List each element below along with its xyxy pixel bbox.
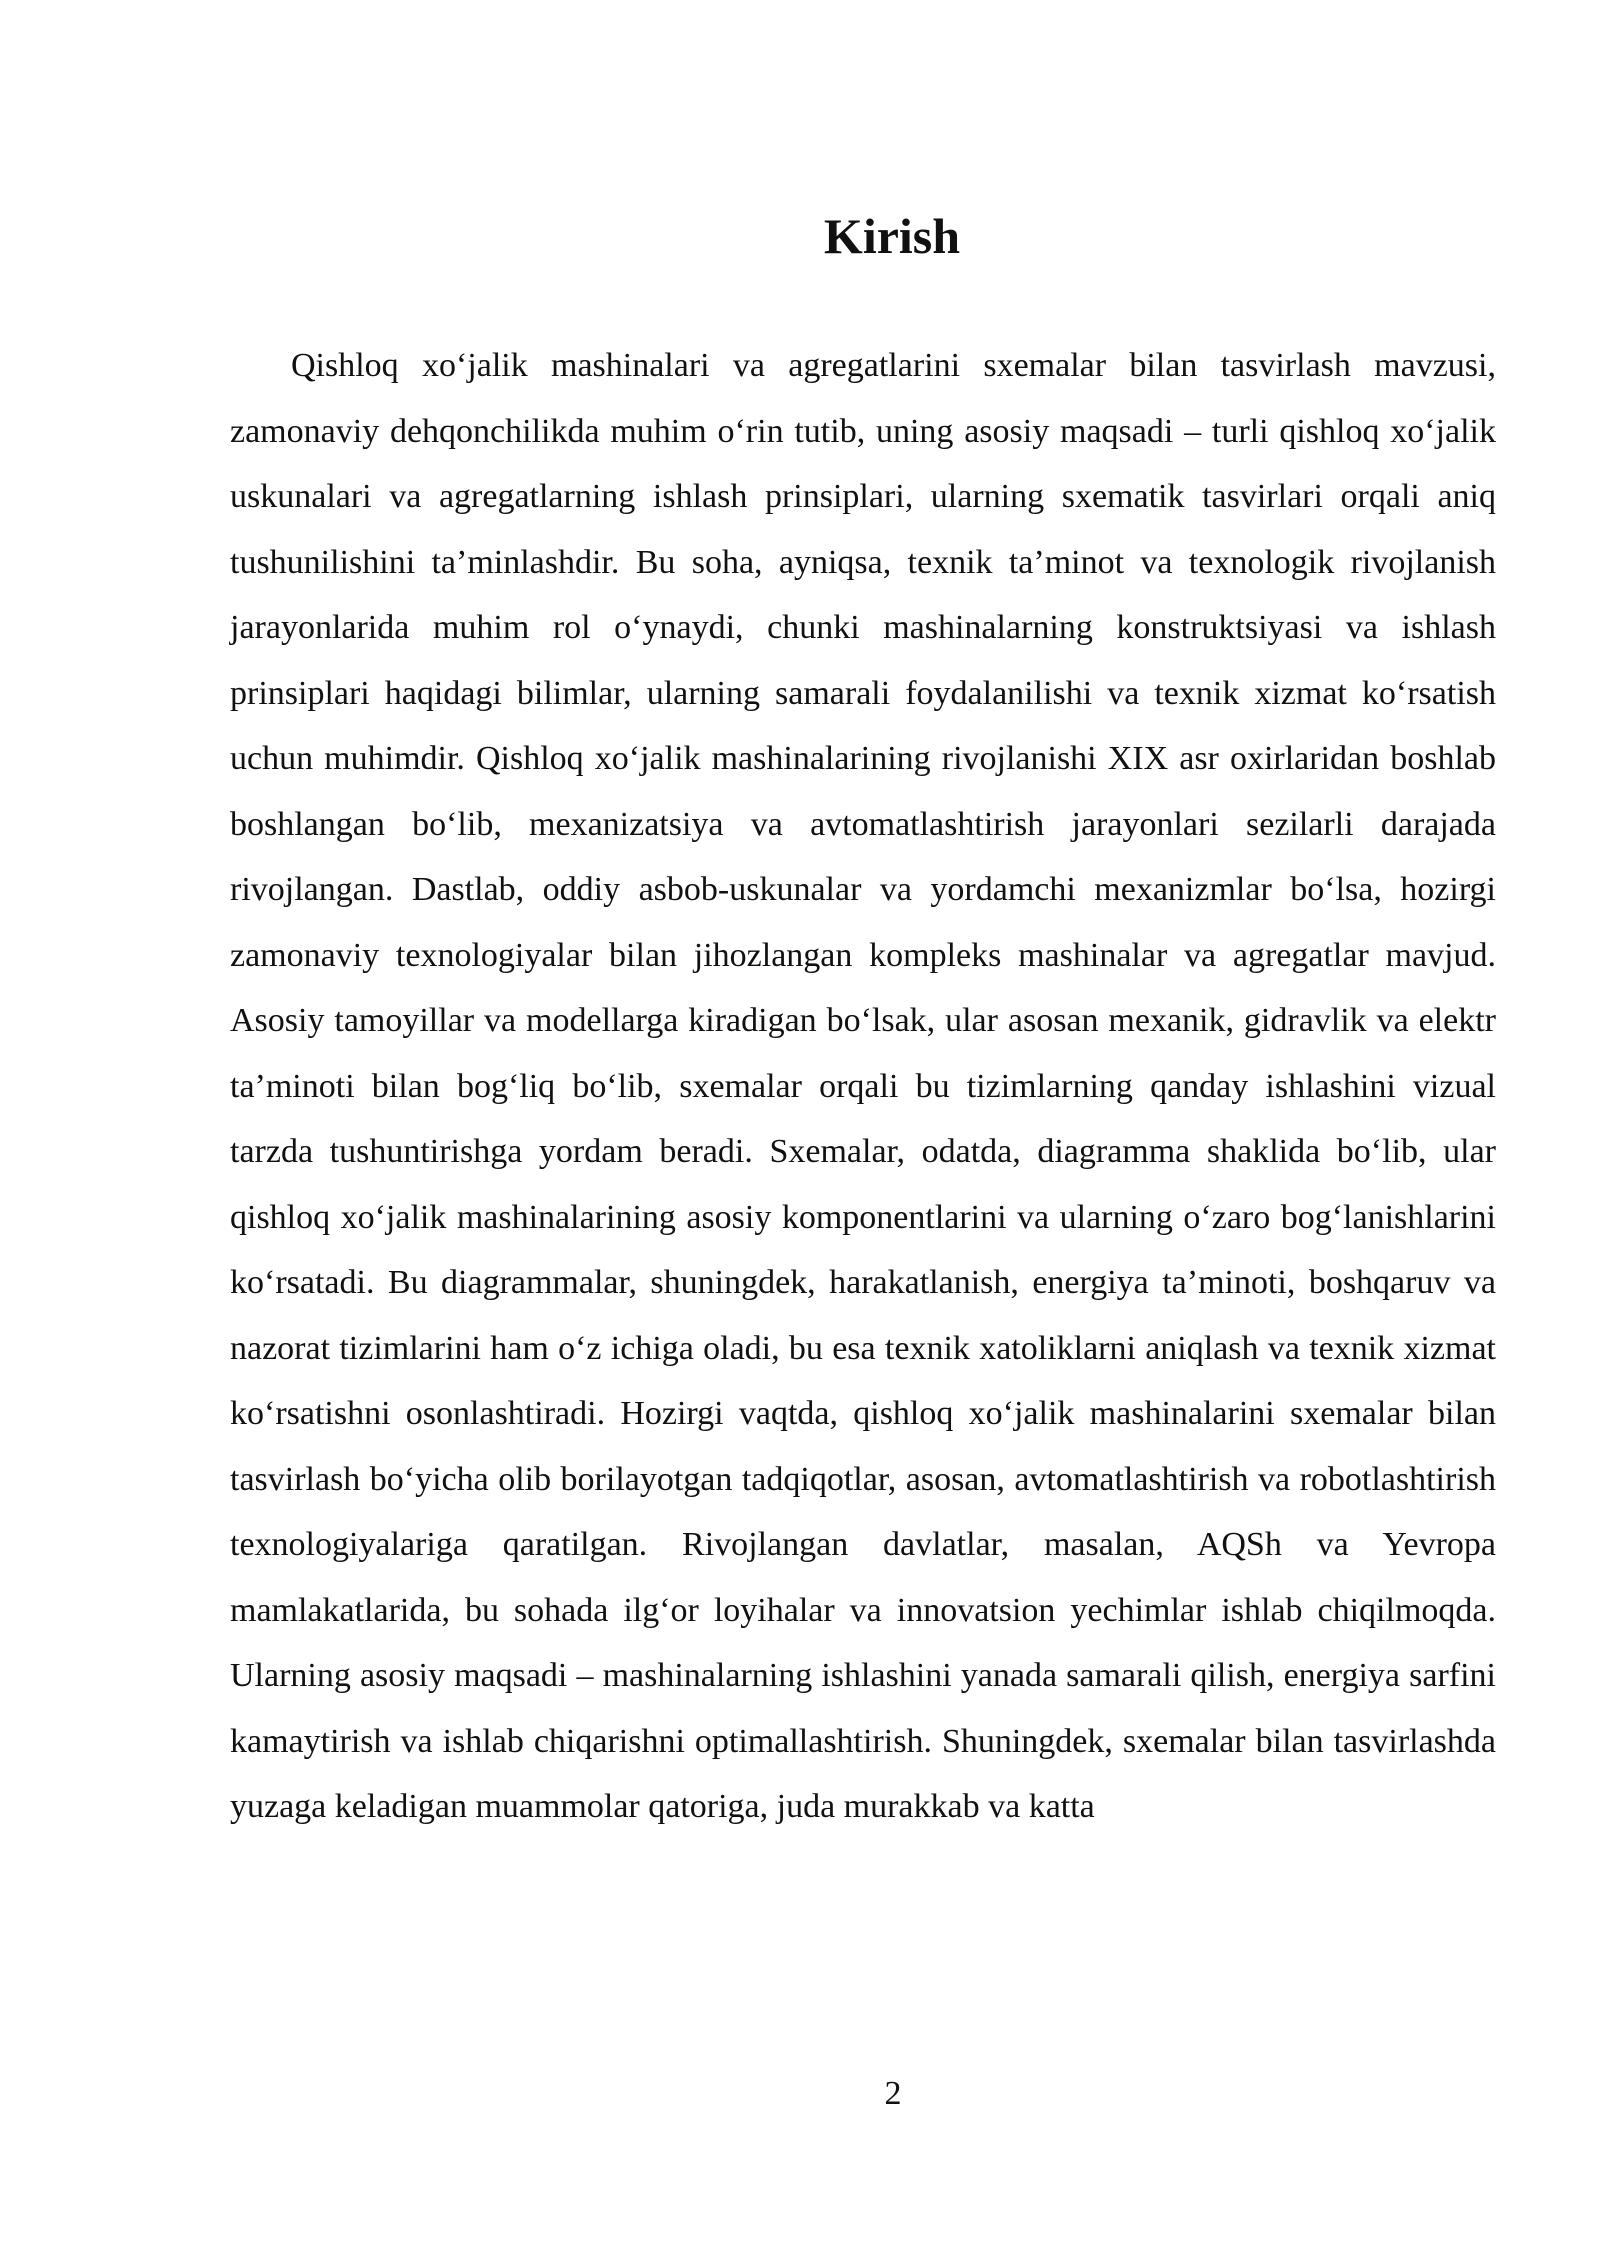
body-paragraph: Qishloq xo‘jalik mashinalari va agregatlarini sxemalar bilan tasvirlash mavzusi, zamonaviy dehqonchilikda muhim o‘rin tutib, uning asosiy maqsadi – turli qishloq xo‘jalik uskunalari va agregatlarning ishlash prinsiplari, ularning sxematik tasvirlari orqali aniq tushunilishini ta’minlashdir. Bu soha, ayniqsa, texnik ta’minot va texnologik rivojlanish jarayonlarida muhim rol o‘ynaydi, chunki mashinalarning konstruktsiyasi va ishlash prinsiplari haqidagi bilimlar, ularning samarali foydalanilishi va texnik xizmat ko‘rsatish uchun muhimdir. Qishloq xo‘jalik mashinalarining rivojlanishi XIX asr oxirlaridan boshlab boshlangan bo‘lib, mexanizatsiya va avtomatlashtirish jarayonlari sezilarli darajada rivojlangan. Dastlab, oddiy asbob-uskunalar va yordamchi mexanizmlar bo‘lsa, hozirgi zamonaviy texnologiyalar bilan jihozlangan kompleks mashinalar va agregatlar mavjud. Asosiy tamoyillar va modellarga kiradigan bo‘lsak, ular asosan mexanik, gidravlik va elektr ta’minoti bilan bog‘liq bo‘lib, sxemalar orqali bu tizimlarning qanday ishlashini vizual tarzda tushuntirishga yordam beradi. Sxemalar, odatda, diagramma shaklida bo‘lib, ular qishloq xo‘jalik mashinalarining asosiy komponentlarini va ularning o‘zaro bog‘lanishlarini ko‘rsatadi. Bu diagrammalar, shuningdek, harakatlanish, energiya ta’minoti, boshqaruv va nazorat tizimlarini ham o‘z ichiga oladi, bu esa texnik xatoliklarni aniqlash va texnik xizmat ko‘rsatishni osonlashtiradi. Hozirgi vaqtda, qishloq xo‘jalik mashinalarini sxemalar bilan tasvirlash bo‘yicha olib borilayotgan tadqiqotlar, asosan, avtomatlashtirish va robotlashtirish texnologiyalariga qaratilgan. Rivojlangan davlatlar, masalan, AQSh va Yevropa mamlakatlarida, bu sohada ilg‘or loyihalar va innovatsion yechimlar ishlab chiqilmoqda. Ularning asosiy maqsadi – mashinalarning ishlashini yanada samarali qilish, energiya sarfini kamaytirish va ishlab chiqarishni optimallashtirish. Shuningdek, sxemalar bilan tasvirlashda yuzaga keladigan muammolar qatoriga, juda murakkab va katta [230, 347, 1496, 1825]
page-title: Kirish [823, 208, 961, 264]
page-number: 2 [884, 2075, 902, 2112]
